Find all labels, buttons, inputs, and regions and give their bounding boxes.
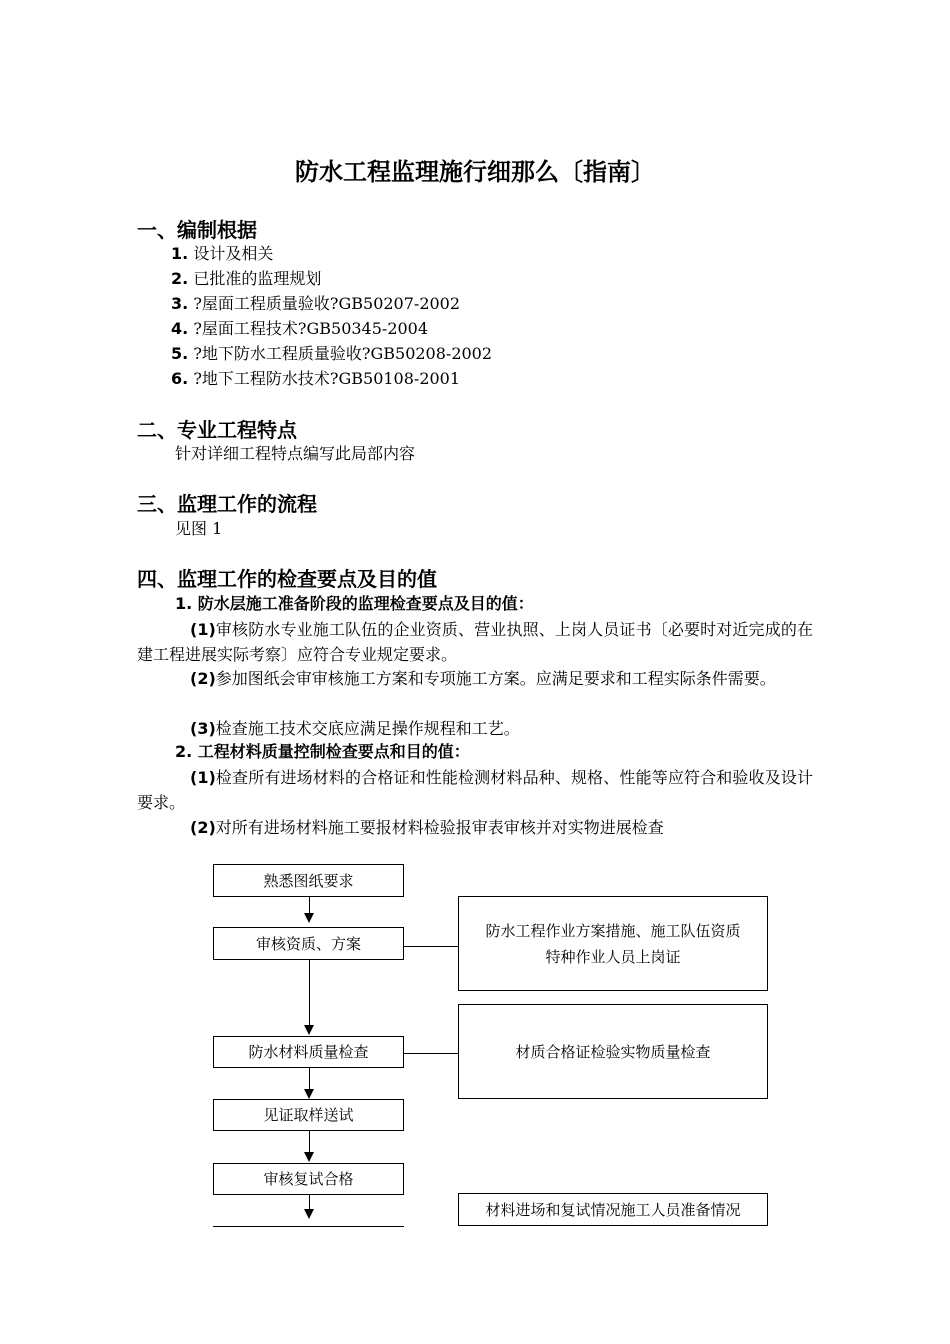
paragraph: (3)检查施工技术交底应满足操作规程和工艺。 <box>190 719 520 738</box>
list-item: 4. ?屋面工程技术?GB50345-2004 <box>171 319 429 338</box>
subsection-title: 1. 防水层施工准备阶段的监理检查要点及目的值： <box>175 594 534 613</box>
flow-step-material-check: 防水材料质量检查 <box>213 1036 404 1068</box>
flow-end-line <box>213 1226 404 1227</box>
section-heading-process: 三、监理工作的流程 <box>137 492 317 516</box>
note-line: 特种作业人员上岗证 <box>545 947 681 966</box>
flow-step-review-drawings: 熟悉图纸要求 <box>213 864 404 897</box>
connector-line <box>404 946 458 947</box>
flow-note-material: 材质合格证检验实物质量检查 <box>458 1004 768 1099</box>
connector-line <box>309 1131 310 1153</box>
flow-step-witness-sampling: 见证取样送试 <box>213 1099 404 1131</box>
paragraph: (2)参加图纸会审审核施工方案和专项施工方案。应满足要求和工程实际条件需要。 <box>190 669 776 688</box>
flow-step-retest-approval: 审核复试合格 <box>213 1163 404 1195</box>
list-item: 1. 设计及相关 <box>171 244 274 263</box>
list-item: 6. ?地下工程防水技术?GB50108-2001 <box>171 369 461 388</box>
list-item: 3. ?屋面工程质量验收?GB50207-2002 <box>171 294 461 313</box>
connector-line <box>309 1068 310 1090</box>
paragraph: (2)对所有进场材料施工要报材料检验报审表审核并对实物进展检查 <box>190 818 664 837</box>
connector-line <box>309 960 310 1026</box>
section-text: 见图 1 <box>175 519 223 538</box>
arrow-down-icon <box>304 913 314 923</box>
arrow-down-icon <box>304 1089 314 1099</box>
section-text: 针对详细工程特点编写此局部内容 <box>175 444 416 463</box>
connector-line <box>404 1053 458 1054</box>
paragraph: (1)审核防水专业施工队伍的企业资质、营业执照、上岗人员证书〔必要时对近完成的在建工程进展实际考察〕应符合专业规定要求。 <box>137 620 813 664</box>
flow-note-qualification <box>458 896 768 991</box>
subsection-title: 2. 工程材料质量控制检查要点和目的值： <box>175 742 470 761</box>
note-line: 防水工程作业方案措施、施工队伍资质 <box>485 921 741 940</box>
section-heading-basis: 一、编制根据 <box>137 218 257 242</box>
arrow-down-icon <box>304 1025 314 1035</box>
section-heading-features: 二、专业工程特点 <box>137 418 297 442</box>
arrow-down-icon <box>304 1209 314 1219</box>
list-item: 2. 已批准的监理规划 <box>171 269 322 288</box>
list-item: 5. ?地下防水工程质量验收?GB50208-2002 <box>171 344 493 363</box>
arrow-down-icon <box>304 1152 314 1162</box>
paragraph: (1)检查所有进场材料的合格证和性能检测材料品种、规格、性能等应符合和验收及设计要求。 <box>137 768 813 812</box>
section-heading-checkpoints: 四、监理工作的检查要点及目的值 <box>137 567 437 591</box>
connector-line <box>309 1195 310 1210</box>
flow-note-entry: 材料进场和复试情况施工人员准备情况 <box>458 1193 768 1226</box>
document-title: 防水工程监理施行细那么〔指南〕 <box>295 158 655 186</box>
flow-step-review-qualification: 审核资质、方案 <box>213 927 404 960</box>
